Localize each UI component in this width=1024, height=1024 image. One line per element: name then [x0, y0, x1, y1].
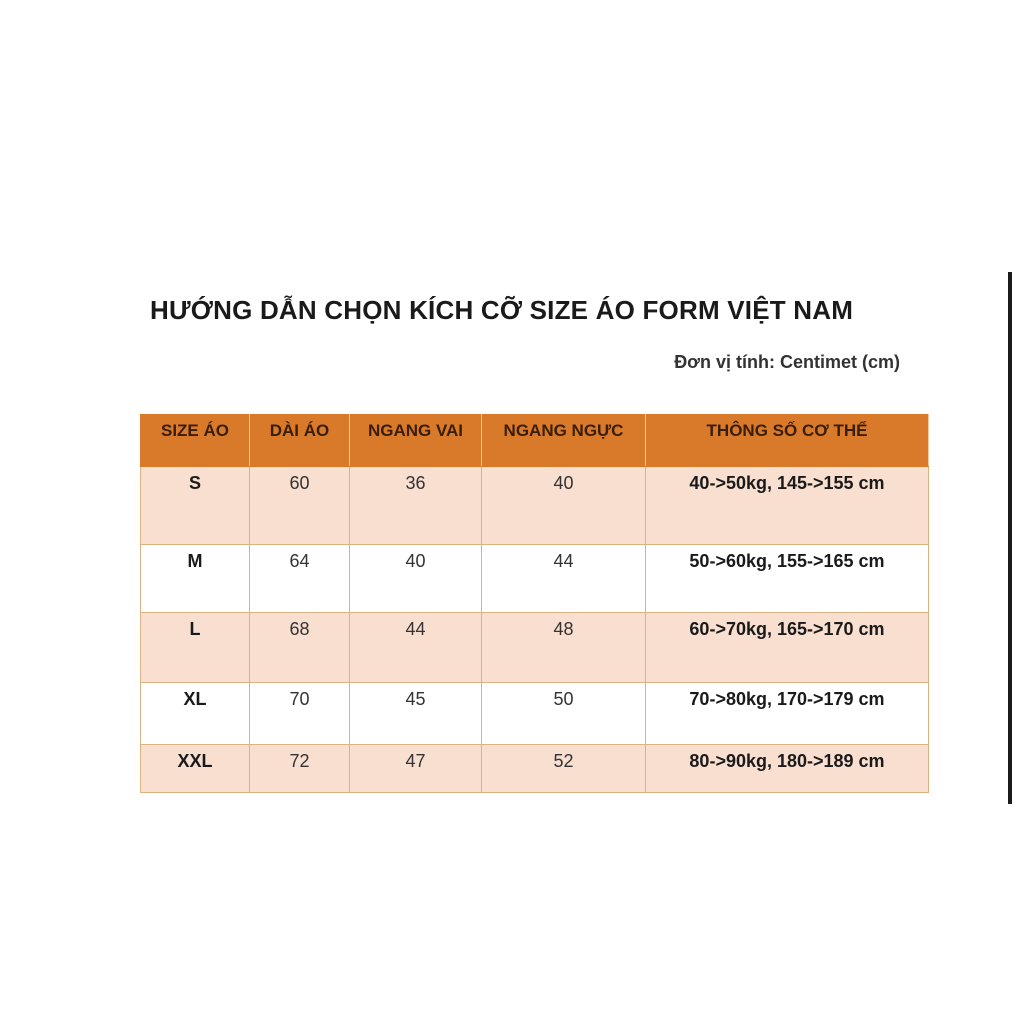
- right-edge-rule: [1008, 272, 1012, 804]
- table-body: [141, 467, 929, 793]
- size-cell: S: [141, 467, 250, 545]
- table-row: [141, 683, 929, 745]
- body-spec-cell: 40->50kg, 145->155 cm: [646, 467, 929, 545]
- size-cell: M: [141, 545, 250, 613]
- size-cell: XL: [141, 683, 250, 745]
- body-spec-cell: 70->80kg, 170->179 cm: [646, 683, 929, 745]
- chest-cell: 40: [482, 467, 646, 545]
- table-header: [141, 415, 929, 467]
- length-cell: 72: [250, 745, 350, 793]
- header-length: DÀI ÁO: [250, 415, 350, 467]
- table-row: [141, 545, 929, 613]
- length-cell: 70: [250, 683, 350, 745]
- table-row: [141, 613, 929, 683]
- chest-cell: 50: [482, 683, 646, 745]
- table-row: [141, 467, 929, 545]
- chest-cell: 44: [482, 545, 646, 613]
- length-cell: 68: [250, 613, 350, 683]
- header-row: [141, 415, 929, 467]
- shoulder-cell: 47: [350, 745, 482, 793]
- shoulder-cell: 45: [350, 683, 482, 745]
- size-cell: L: [141, 613, 250, 683]
- body-spec-cell: 80->90kg, 180->189 cm: [646, 745, 929, 793]
- size-cell: XXL: [141, 745, 250, 793]
- shoulder-cell: 44: [350, 613, 482, 683]
- header-shoulder: NGANG VAI: [350, 415, 482, 467]
- table-row: [141, 745, 929, 793]
- length-cell: 60: [250, 467, 350, 545]
- shoulder-cell: 40: [350, 545, 482, 613]
- body-spec-cell: 50->60kg, 155->165 cm: [646, 545, 929, 613]
- header-chest: NGANG NGỰC: [482, 415, 646, 467]
- shoulder-cell: 36: [350, 467, 482, 545]
- header-size: SIZE ÁO: [141, 415, 250, 467]
- header-body-spec: THÔNG SỐ CƠ THỂ: [646, 415, 929, 467]
- body-spec-cell: 60->70kg, 165->170 cm: [646, 613, 929, 683]
- size-table: [140, 414, 929, 793]
- chest-cell: 48: [482, 613, 646, 683]
- unit-note: Đơn vị tính: Centimet (cm): [674, 352, 900, 372]
- chest-cell: 52: [482, 745, 646, 793]
- length-cell: 64: [250, 545, 350, 613]
- page-title: HƯỚNG DẪN CHỌN KÍCH CỠ SIZE ÁO FORM VIỆT NAM: [150, 295, 854, 325]
